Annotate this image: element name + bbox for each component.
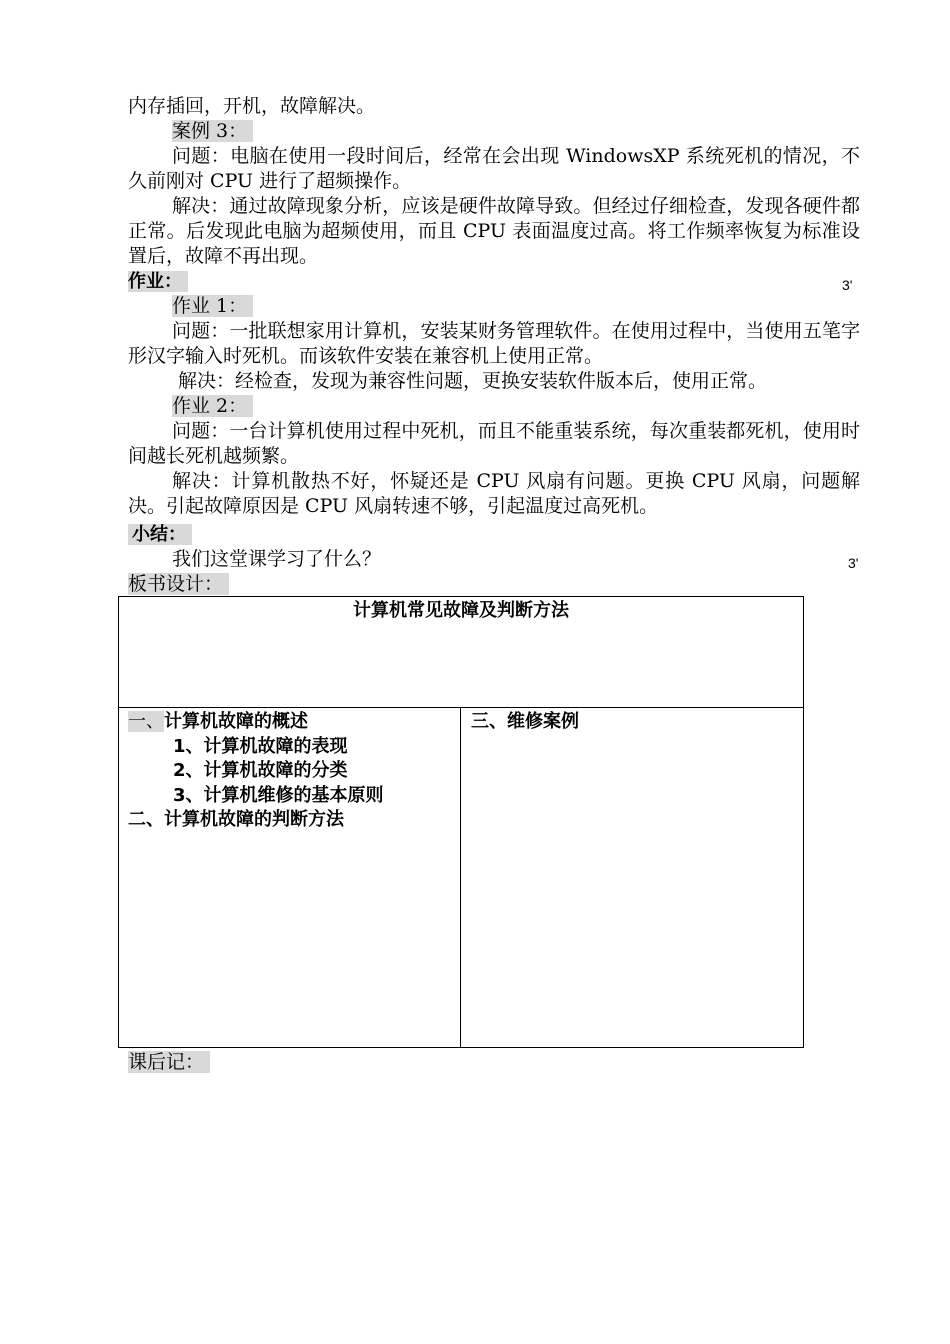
board-label: 板书设计：	[128, 573, 229, 595]
board-title: 计算机常见故障及判断方法	[353, 600, 569, 621]
board-title-cell	[119, 597, 803, 708]
summary-question: 我们这堂课学习了什么？	[172, 548, 382, 570]
board-right-cell	[461, 708, 803, 1047]
homework-heading-line	[128, 269, 860, 294]
summary-heading: 小结：	[128, 524, 192, 545]
board-left-cell	[119, 708, 461, 1047]
board-item-2: 二、计算机故障的判断方法	[128, 809, 344, 830]
summary-time: 3'	[848, 555, 859, 571]
hw2-solution: 解决：计算机散热不好，怀疑还是 CPU 风扇有问题。更换 CPU 风扇，问题解决。引起故障原因是 CPU 风扇转速不够，引起温度过高死机。	[128, 470, 860, 517]
homework-heading: 作业：	[128, 271, 188, 292]
hw2-label: 作业 2：	[172, 395, 253, 417]
case3-solution: 解决：通过故障现象分析，应该是硬件故障导致。但经过仔细检查，发现各硬件都正常。后发现此电脑为超频使用，而且 CPU 表面温度过高。将工作频率恢复为标准设置后，故障不再出现。	[128, 195, 860, 267]
board-item-1-text: 计算机故障的概述	[164, 711, 308, 732]
board-item-3: 三、维修案例	[471, 711, 579, 732]
intro-line: 内存插回，开机，故障解决。	[128, 95, 376, 117]
case3-problem: 问题：电脑在使用一段时间后，经常在会出现 WindowsXP 系统死机的情况，不久前刚对 CPU 进行了超频操作。	[128, 145, 860, 192]
hw2-problem: 问题：一台计算机使用过程中死机，而且不能重装系统，每次重装都死机，使用时间越长死机越频繁。	[128, 420, 860, 467]
case3-label: 案例 3：	[172, 120, 253, 142]
board-subitem-1: 1、计算机故障的表现	[173, 735, 348, 757]
board-subitem-3: 3、计算机维修的基本原则	[173, 784, 384, 806]
hw2-label-line	[128, 394, 860, 419]
hw1-problem: 问题：一批联想家用计算机，安装某财务管理软件。在使用过程中，当使用五笔字形汉字输入时死机。而该软件安装在兼容机上使用正常。	[128, 320, 860, 367]
board-design-table	[118, 596, 804, 1048]
hw1-solution: 解决：经检查，发现为兼容性问题，更换安装软件版本后，使用正常。	[178, 370, 768, 392]
homework-time: 3'	[842, 277, 853, 293]
after-class-note-line	[128, 1050, 210, 1075]
board-body-row	[119, 708, 803, 1047]
document-body	[128, 94, 860, 597]
hw1-label-line	[128, 294, 860, 319]
board-label-line	[128, 572, 860, 597]
summary-heading-line	[128, 522, 860, 547]
hw1-label: 作业 1：	[172, 295, 253, 317]
board-subitem-2: 2、计算机故障的分类	[173, 760, 348, 781]
summary-question-line	[128, 547, 860, 572]
case3-label-line	[128, 119, 860, 144]
after-class-label: 课后记：	[128, 1051, 210, 1073]
board-item-1: 一、计算机故障的概述	[128, 711, 308, 732]
